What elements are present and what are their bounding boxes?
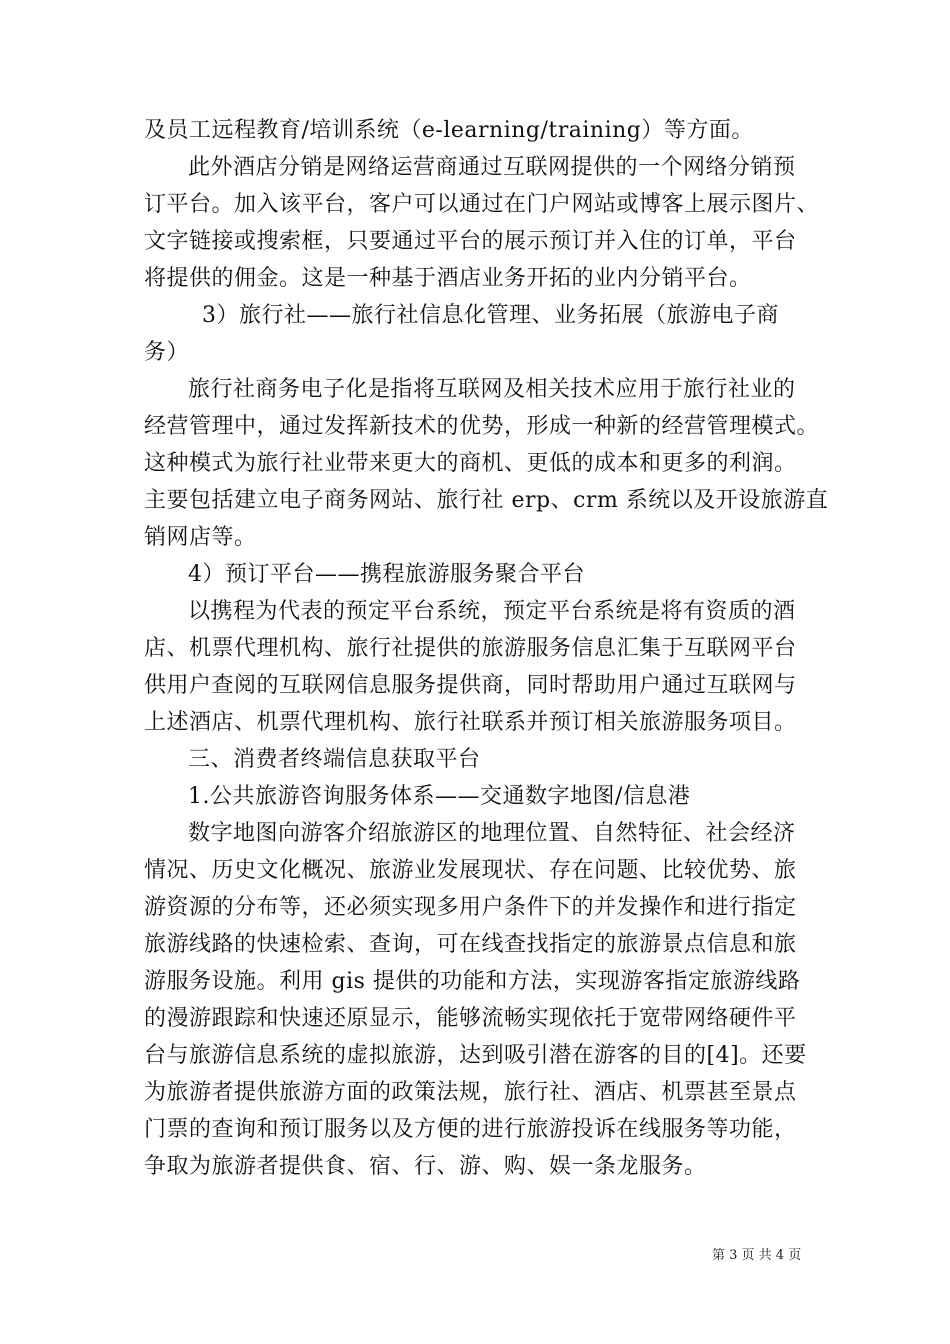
section-heading-booking-platform: 4）预订平台——携程旅游服务聚合平台 xyxy=(188,562,585,587)
page-number-footer: 第 3 页 共 4 页 xyxy=(712,1248,802,1263)
text-line: 争取为旅游者提供食、宿、行、游、购、娱一条龙服务。 xyxy=(144,1154,707,1179)
text-line: 及员工远程教育/培训系统（e-learning/training）等方面。 xyxy=(144,118,754,143)
paragraph-start: 以携程为代表的预定平台系统，预定平台系统是将有资质的酒 xyxy=(188,599,796,624)
text-line: 主要包括建立电子商务网站、旅行社 erp、crm 系统以及开设旅游直 xyxy=(144,488,829,513)
text-line: 将提供的佣金。这是一种基于酒店业务开拓的业内分销平台。 xyxy=(144,266,752,291)
text-line: 订平台。加入该平台，客户可以通过在门户网站或博客上展示图片、 xyxy=(144,192,820,217)
text-line: 上述酒店、机票代理机构、旅行社联系并预订相关旅游服务项目。 xyxy=(144,710,797,735)
paragraph-start: 数字地图向游客介绍旅游区的地理位置、自然特征、社会经济 xyxy=(188,821,796,846)
paragraph-start: 此外酒店分销是网络运营商通过互联网提供的一个网络分销预 xyxy=(188,155,796,180)
text-line: 为旅游者提供旅游方面的政策法规，旅行社、酒店、机票甚至景点 xyxy=(144,1080,797,1105)
text-line: 旅游线路的快速检索、查询，可在线查找指定的旅游景点信息和旅 xyxy=(144,932,797,957)
text-line: 店、机票代理机构、旅行社提供的旅游服务信息汇集于互联网平台 xyxy=(144,636,797,661)
text-line: 的漫游跟踪和快速还原显示，能够流畅实现依托于宽带网络硬件平 xyxy=(144,1006,797,1031)
text-line: 务） xyxy=(144,340,190,365)
text-line: 文字链接或搜索框，只要通过平台的展示预订并入住的订单，平台 xyxy=(144,229,797,254)
text-line: 这种模式为旅行社业带来更大的商机、更低的成本和更多的利润。 xyxy=(144,451,797,476)
section-heading-consumer-platform: 三、消费者终端信息获取平台 xyxy=(188,747,481,772)
text-line: 供用户查阅的互联网信息服务提供商，同时帮助用户通过互联网与 xyxy=(144,673,797,698)
text-line: 台与旅游信息系统的虚拟旅游，达到吸引潜在游客的目的[4]。还要 xyxy=(144,1043,807,1068)
text-line: 销网店等。 xyxy=(144,525,257,550)
text-line: 门票的查询和预订服务以及方便的进行旅游投诉在线服务等功能， xyxy=(144,1117,797,1142)
paragraph-start: 旅行社商务电子化是指将互联网及相关技术应用于旅行社业的 xyxy=(188,377,796,402)
section-heading-public-consulting: 1.公共旅游咨询服务体系——交通数字地图/信息港 xyxy=(188,784,691,809)
document-body xyxy=(144,112,829,1185)
text-line: 游资源的分布等，还必须实现多用户条件下的并发操作和进行指定 xyxy=(144,895,797,920)
section-heading-travel-agency: 3）旅行社——旅行社信息化管理、业务拓展（旅游电子商 xyxy=(202,303,779,328)
text-line: 情况、历史文化概况、旅游业发展现状、存在问题、比较优势、旅 xyxy=(144,858,797,883)
text-line: 经营管理中，通过发挥新技术的优势，形成一种新的经营管理模式。 xyxy=(144,414,820,439)
text-line: 游服务设施。利用 gis 提供的功能和方法，实现游客指定旅游线路 xyxy=(144,969,801,994)
